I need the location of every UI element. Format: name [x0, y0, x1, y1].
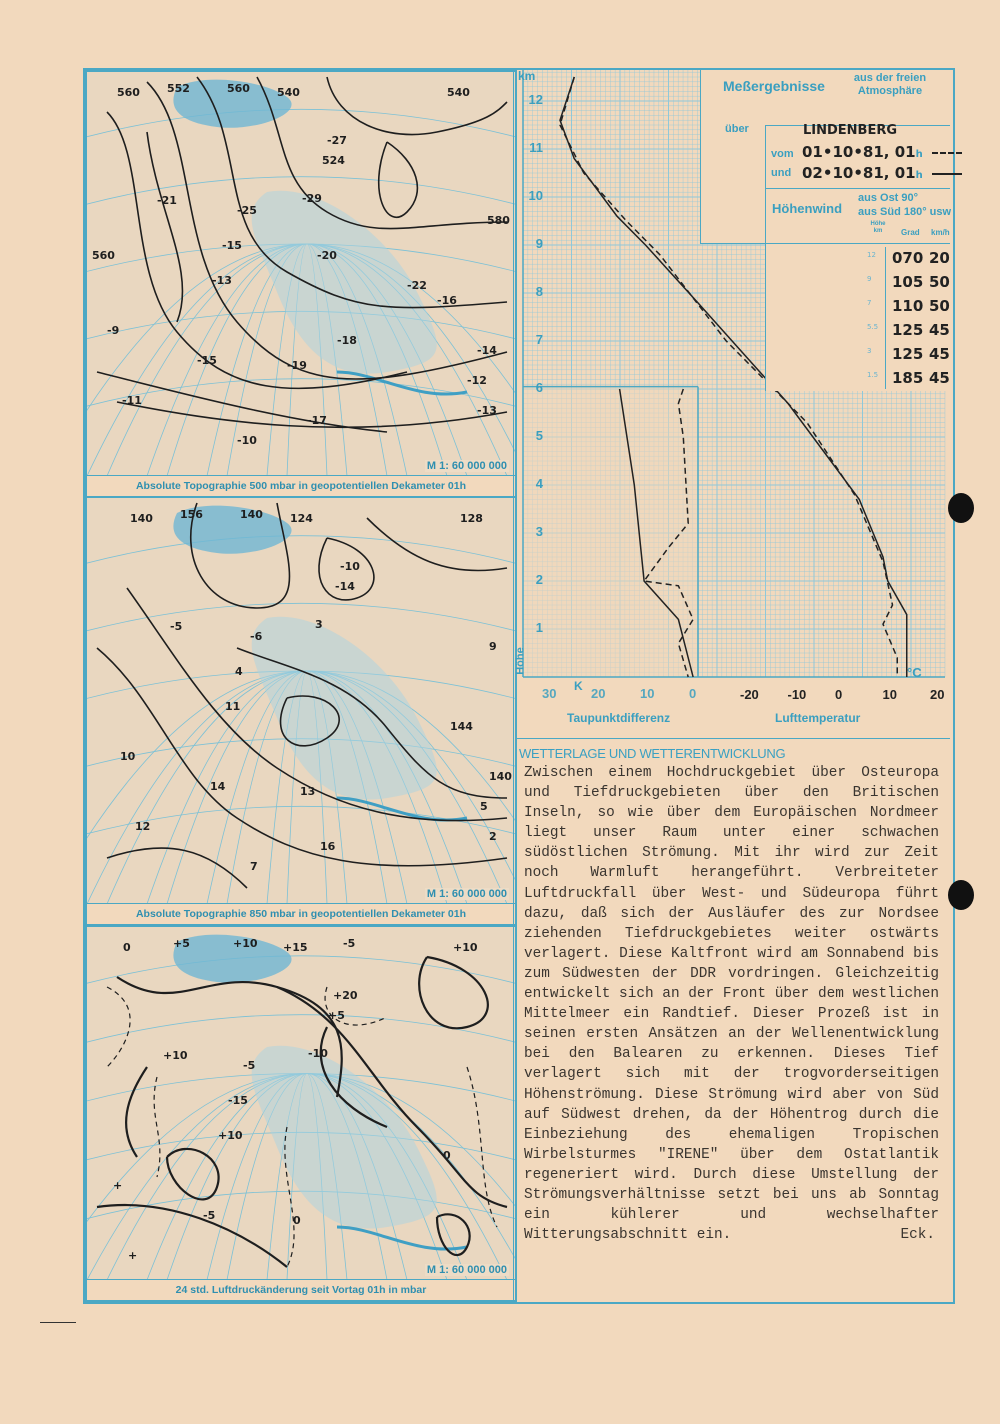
wind-table-sep — [765, 243, 950, 244]
wind-row-direction: 185 — [892, 369, 924, 387]
temp-tick-label: -20 — [740, 687, 759, 702]
contour-label: 9 — [489, 640, 497, 653]
contour-label: -14 — [477, 344, 497, 357]
graticule-line — [87, 956, 515, 986]
info-subtitle: aus der freien Atmosphäre — [853, 72, 927, 97]
contour-label: +10 — [233, 937, 258, 950]
contour-label: -29 — [302, 192, 322, 205]
wind-row-height: 1.5 — [867, 371, 879, 379]
contour-label: 560 — [117, 86, 140, 99]
wind-row-direction: 070 — [892, 249, 924, 267]
date2 — [802, 164, 962, 182]
contour-label: -5 — [243, 1059, 256, 1072]
wind-title: Höhenwind — [772, 201, 843, 216]
ueber-label: über — [725, 123, 749, 135]
wind-table-col — [885, 247, 886, 389]
contour-label: +5 — [173, 937, 190, 950]
contour-label: -22 — [407, 279, 427, 292]
hour-suffix: h — [915, 170, 923, 181]
contour-label: 124 — [290, 512, 313, 525]
wind-note1: aus Ost 90° — [858, 192, 919, 204]
land-europe — [252, 1046, 437, 1229]
contour-label: 140 — [240, 508, 263, 521]
contour-label: 140 — [489, 770, 512, 783]
contour-label: 540 — [277, 86, 300, 99]
contour-label: + — [128, 1249, 138, 1262]
contour-label: 0 — [293, 1214, 301, 1227]
wind-row-speed: 20 — [929, 249, 950, 267]
y-tick-label: 8 — [535, 284, 543, 299]
map-500mbar-drawing — [87, 72, 515, 476]
contour-label: +15 — [283, 941, 308, 954]
map-scale: M 1: 60 000 000 — [426, 888, 507, 900]
column-divider — [513, 70, 514, 1300]
wind-row-direction: 105 — [892, 273, 924, 291]
map-pressure-change — [85, 925, 517, 1302]
contour-label: -15 — [197, 354, 217, 367]
dew-unit-label: K — [574, 679, 583, 693]
contour-label: -5 — [203, 1209, 216, 1222]
contour-label: 144 — [450, 720, 473, 733]
map-500mbar — [85, 70, 517, 498]
y-tick-label: 12 — [528, 92, 543, 107]
info-title: Meßergebnisse — [723, 78, 825, 94]
contour-line — [167, 1149, 219, 1199]
y-tick-label: 1 — [535, 620, 543, 635]
wind-note2: aus Süd 180° usw — [858, 206, 952, 218]
contour-label: +20 — [333, 989, 358, 1002]
wind-row-speed: 45 — [929, 321, 950, 339]
contour-label: -15 — [228, 1094, 248, 1107]
article-top-rule — [515, 738, 950, 739]
contour-line — [327, 77, 507, 135]
solid-legend — [932, 173, 962, 175]
contour-label: -21 — [157, 194, 177, 207]
contour-label: 4 — [235, 665, 243, 678]
punch-hole — [948, 493, 974, 523]
contour-label: 16 — [320, 840, 336, 853]
temp-tick-label: 0 — [835, 687, 843, 702]
dashed-legend — [932, 152, 962, 154]
contour-label: -27 — [327, 134, 347, 147]
map-pressure-change-drawing — [87, 927, 515, 1280]
contour-label: -14 — [335, 580, 355, 593]
contour-label: -11 — [122, 394, 142, 407]
temp-tick-label: -10 — [787, 687, 807, 702]
contour-label: 7 — [250, 860, 258, 873]
contour-label: +5 — [328, 1009, 345, 1022]
contour-label: -25 — [237, 204, 257, 217]
dew-tick-label: 20 — [591, 686, 606, 701]
y-axis-title: Höhe — [514, 647, 527, 675]
wind-row-height: 9 — [867, 275, 872, 283]
wind-row-height: 5.5 — [867, 323, 879, 331]
wind-header-deg: Grad — [901, 228, 920, 237]
dewpoint-panel — [523, 387, 698, 677]
map-caption: Absolute Topographie 500 mbar in geopotentiellen Dekameter 01h — [87, 475, 515, 496]
wind-row-direction: 125 — [892, 345, 924, 363]
contour-label: -5 — [343, 937, 356, 950]
y-unit-label: km — [518, 69, 536, 83]
contour-label: 0 — [123, 941, 131, 954]
contour-line — [367, 518, 507, 571]
date2-text: 02•10•81, 01 — [802, 164, 916, 182]
graticule-line — [87, 536, 515, 566]
contour-label: -6 — [250, 630, 263, 643]
contour-label: -13 — [212, 274, 232, 287]
dew-tick-label: 0 — [689, 686, 697, 701]
contour-label: -12 — [467, 374, 487, 387]
dashed-contour — [154, 1077, 160, 1177]
margin-mark — [40, 1322, 76, 1323]
contour-label: -19 — [287, 359, 307, 372]
contour-label: 13 — [300, 785, 316, 798]
station-name: LINDENBERG — [803, 123, 898, 138]
wind-row-height: 3 — [867, 347, 872, 355]
contour-label: 580 — [487, 214, 510, 227]
y-tick-label: 11 — [529, 140, 543, 155]
und-label: und — [771, 167, 792, 179]
contour-label: 14 — [210, 780, 226, 793]
dashed-contour — [107, 987, 130, 1067]
contour-label: -10 — [237, 434, 257, 447]
coast-mediterranean — [337, 1227, 467, 1249]
contour-label: +10 — [163, 1049, 188, 1062]
contour-line — [147, 132, 183, 322]
dew-tick-label: 10 — [640, 686, 655, 701]
article-heading: WETTERLAGE UND WETTERENTWICKLUNG — [519, 746, 786, 761]
contour-line — [419, 957, 488, 1028]
contour-label: -5 — [170, 620, 183, 633]
y-tick-label: 3 — [535, 524, 543, 539]
wind-row-height: 7 — [867, 299, 872, 307]
contour-label: -10 — [340, 560, 360, 573]
wind-row-speed: 45 — [929, 345, 950, 363]
y-tick-label: 10 — [528, 188, 543, 203]
map-scale: M 1: 60 000 000 — [426, 460, 507, 472]
temp-axis-title: Lufttemperatur — [775, 711, 861, 725]
contour-label: 560 — [227, 82, 250, 95]
y-tick-label: 4 — [535, 476, 543, 491]
wind-row-direction: 125 — [892, 321, 924, 339]
wind-row-speed: 50 — [929, 273, 950, 291]
contour-label: -10 — [308, 1047, 328, 1060]
dew-axis-title: Taupunktdifferenz — [567, 711, 671, 725]
article-body — [524, 763, 939, 1245]
contour-line — [126, 1067, 147, 1157]
contour-label: -16 — [437, 294, 457, 307]
wind-row-height: 12 — [867, 251, 876, 259]
wind-row-speed: 50 — [929, 297, 950, 315]
map-caption: 24 std. Luftdruckänderung seit Vortag 01h in mbar — [87, 1279, 515, 1300]
y-tick-label: 9 — [535, 236, 543, 251]
article-signature: Eck. — [900, 1227, 935, 1244]
wind-header-speed: km/h — [931, 228, 950, 237]
sounding-chart — [515, 70, 950, 735]
contour-label: 552 — [167, 82, 190, 95]
contour-label: -18 — [337, 334, 357, 347]
contour-label: 156 — [180, 508, 203, 521]
map-850mbar — [85, 496, 517, 926]
contour-label: +10 — [218, 1129, 243, 1142]
y-tick-label: 2 — [535, 572, 543, 587]
contour-label: 10 — [120, 750, 136, 763]
contour-label: 0 — [443, 1149, 451, 1162]
y-tick-label: 7 — [535, 332, 543, 347]
contour-label: 5 — [480, 800, 488, 813]
contour-label: 11 — [225, 700, 241, 713]
article — [515, 742, 950, 1298]
date1 — [802, 143, 962, 161]
punch-hole — [948, 880, 974, 910]
contour-label: +10 — [453, 941, 478, 954]
contour-label: 140 — [130, 512, 153, 525]
land-europe — [252, 617, 437, 800]
contour-label: 3 — [315, 618, 323, 631]
temp-tick-label: 10 — [882, 687, 897, 702]
hour-suffix: h — [915, 149, 923, 160]
wind-header-km: Höhe km — [870, 221, 886, 234]
date1-text: 01•10•81, 01 — [802, 143, 916, 161]
vom-label: vom — [771, 148, 794, 160]
contour-label: -17 — [307, 414, 327, 427]
contour-label: 524 — [322, 154, 345, 167]
map-scale: M 1: 60 000 000 — [426, 1264, 507, 1276]
contour-label: -20 — [317, 249, 337, 262]
contour-label: 128 — [460, 512, 483, 525]
contour-label: 560 — [92, 249, 115, 262]
contour-label: + — [113, 1179, 123, 1192]
wind-box-sep — [765, 188, 950, 189]
contour-label: 12 — [135, 820, 151, 833]
contour-label: 540 — [447, 86, 470, 99]
graticule-line — [87, 109, 515, 139]
contour-label: -9 — [107, 324, 120, 337]
contour-label: 2 — [489, 830, 497, 843]
article-body-text: Zwischen einem Hochdruckgebiet über Osteuropa und Tiefdruckgebieten über den Britischen Inseln, so wie über dem Europäischen Nordmeer liegt unser Raum unter einer schwachen südöstlichen Strömung. Mit ihr wird zur Zeit noch Warmluft herangeführt. Verbreiteter Luftdruckfall über West- und Südeuropa führt dazu, daß sich der Ausläufer des zur Nordsee ziehenden Tiefdruckgebietes weiter ostwärts verlagert. Diese Kaltfront wird am Sonnabend bis zum Südwesten der DDR vordringen. Gleichzeitig entwickelt sich an der Front über dem westlichen Mittelmeer ein Randtief. Dieser Prozeß ist in seinen ersten Ansätzen an der Wellenentwicklung bei den Balearen zu erkennen. Dieses Tief verlagert sich mit der trogvorderseitigen Höhenströmung. Diese Strömung wird aber von Süd auf Südwest drehen, da der Höhentrog durch die Einbeziehung des ehemaligen Tropischen Wirbelsturmes "IRENE" über dem Ostatlantik regeneriert wird. Durch diese Umstellung der Strömungsverhältnisse setzt bei uns ab Sonntag ein kühlerer und wechselhafter Witterungsabschnitt ein. — [524, 765, 939, 1244]
contour-label: -15 — [222, 239, 242, 252]
y-tick-label: 6 — [535, 380, 543, 395]
temp-unit-label: °C — [907, 665, 922, 680]
dew-tick-label: 30 — [542, 686, 557, 701]
contour-label: -13 — [477, 404, 497, 417]
temp-tick-label: 20 — [930, 687, 945, 702]
contour-line — [379, 142, 418, 217]
contour-line — [107, 848, 247, 888]
y-tick-label: 5 — [535, 428, 543, 443]
map-caption: Absolute Topographie 850 mbar in geopotentiellen Dekameter 01h — [87, 903, 515, 924]
graticule-line — [87, 1015, 515, 1045]
wind-row-direction: 110 — [892, 297, 924, 315]
map-850mbar-drawing — [87, 498, 515, 904]
wind-row-speed: 45 — [929, 369, 950, 387]
